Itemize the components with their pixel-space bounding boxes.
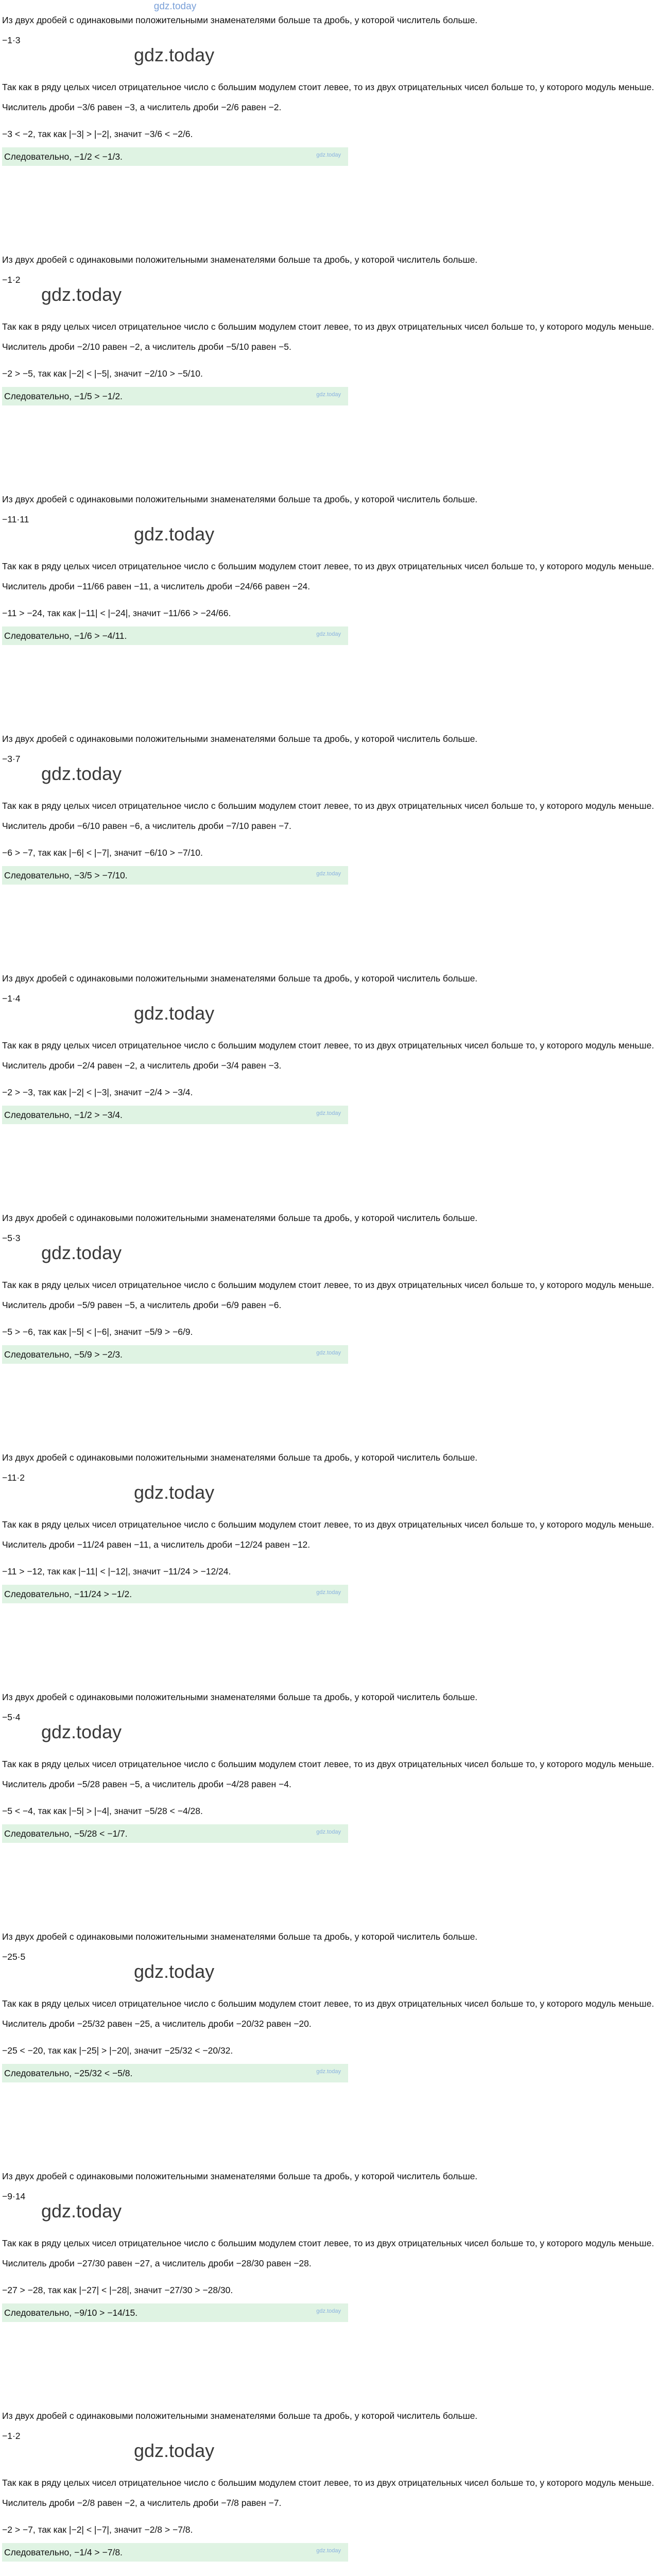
answer-watermark: gdz.today bbox=[316, 2308, 341, 2314]
intro-text: Из двух дробей с одинаковыми положительными знаменателями больше та дробь, у которой числитель больше. bbox=[2, 1931, 478, 1942]
answer-box bbox=[2, 387, 348, 405]
solution-block bbox=[0, 1211, 654, 1451]
rule-text: Так как в ряду целых чисел отрицательное число с большим модулем стоит левее, то из двух отрицательных чисел больше то, у которого модуль меньше. bbox=[2, 1998, 654, 2009]
start-expression: −11·2 bbox=[2, 1472, 25, 1483]
start-expression: −5·3 bbox=[2, 1232, 21, 1243]
solution-block bbox=[0, 13, 654, 253]
intro-text: Из двух дробей с одинаковыми положительными знаменателями больше та дробь, у которой числитель больше. bbox=[2, 494, 478, 504]
intro-text: Из двух дробей с одинаковыми положительными знаменателями больше та дробь, у которой числитель больше. bbox=[2, 255, 478, 265]
watermark: gdz.today bbox=[134, 523, 215, 545]
answer-box bbox=[2, 2064, 348, 2082]
result-text: Следовательно, −5/9 > −2/3. bbox=[4, 1349, 123, 1360]
modulus-comparison: −25 < −20, так как |−25| > |−20|, значит −25/32 < −20/32. bbox=[2, 2045, 233, 2056]
intro-text: Из двух дробей с одинаковыми положительными знаменателями больше та дробь, у которой числитель больше. bbox=[2, 2411, 478, 2421]
rule-text: Так как в ряду целых чисел отрицательное число с большим модулем стоит левее, то из двух отрицательных чисел больше то, у которого модуль меньше. bbox=[2, 2238, 654, 2248]
rule-text: Так как в ряду целых чисел отрицательное число с большим модулем стоит левее, то из двух отрицательных чисел больше то, у которого модуль меньше. bbox=[2, 1040, 654, 1050]
numerator-comparison: Числитель дроби −27/30 равен −27, а числитель дроби −28/30 равен −28. bbox=[2, 2258, 312, 2268]
numerator-comparison: Числитель дроби −2/4 равен −2, а числитель дроби −3/4 равен −3. bbox=[2, 1060, 282, 1071]
start-expression: −1·4 bbox=[2, 993, 21, 1004]
result-text: Следовательно, −5/28 < −1/7. bbox=[4, 1828, 128, 1839]
answer-watermark: gdz.today bbox=[316, 2069, 341, 2075]
rule-text: Так как в ряду целых чисел отрицательное число с большим модулем стоит левее, то из двух отрицательных чисел больше то, у которого модуль меньше. bbox=[2, 82, 654, 92]
answer-watermark: gdz.today bbox=[316, 152, 341, 158]
answer-box bbox=[2, 1106, 348, 1124]
answer-watermark: gdz.today bbox=[316, 1589, 341, 1596]
rule-text: Так как в ряду целых чисел отрицательное число с большим модулем стоит левее, то из двух отрицательных чисел больше то, у которого модуль меньше. bbox=[2, 801, 654, 811]
solution-block bbox=[0, 253, 654, 493]
result-text: Следовательно, −3/5 > −7/10. bbox=[4, 870, 128, 880]
rule-text: Так как в ряду целых чисел отрицательное число с большим модулем стоит левее, то из двух отрицательных чисел больше то, у которого модуль меньше. bbox=[2, 561, 654, 571]
solution-block bbox=[0, 493, 654, 732]
modulus-comparison: −11 > −24, так как |−11| < |−24|, значит −11/66 > −24/66. bbox=[2, 607, 231, 618]
watermark: gdz.today bbox=[41, 1242, 122, 1263]
numerator-comparison: Числитель дроби −6/10 равен −6, а числитель дроби −7/10 равен −7. bbox=[2, 820, 291, 831]
numerator-comparison: Числитель дроби −2/8 равен −2, а числитель дроби −7/8 равен −7. bbox=[2, 2497, 282, 2508]
intro-text: Из двух дробей с одинаковыми положительными знаменателями больше та дробь, у которой числитель больше. bbox=[2, 1452, 478, 1463]
header-watermark: gdz.today bbox=[153, 1, 197, 12]
numerator-comparison: Числитель дроби −25/32 равен −25, а числитель дроби −20/32 равен −20. bbox=[2, 2018, 312, 2029]
start-expression: −1·3 bbox=[2, 35, 21, 45]
result-text: Следовательно, −1/2 < −1/3. bbox=[4, 151, 123, 162]
modulus-comparison: −2 > −7, так как |−2| < |−7|, значит −2/8 > −7/8. bbox=[2, 2524, 193, 2535]
answer-watermark: gdz.today bbox=[316, 1110, 341, 1116]
rule-text: Так как в ряду целых чисел отрицательное число с большим модулем стоит левее, то из двух отрицательных чисел больше то, у которого модуль меньше. bbox=[2, 1519, 654, 1530]
result-text: Следовательно, −1/2 > −3/4. bbox=[4, 1109, 123, 1120]
answer-watermark: gdz.today bbox=[316, 2548, 341, 2554]
modulus-comparison: −5 < −4, так как |−5| > |−4|, значит −5/28 < −4/28. bbox=[2, 1805, 203, 1816]
watermark: gdz.today bbox=[134, 2440, 215, 2461]
numerator-comparison: Числитель дроби −5/9 равен −5, а числитель дроби −6/9 равен −6. bbox=[2, 1299, 282, 1310]
solution-block bbox=[0, 1930, 654, 2170]
numerator-comparison: Числитель дроби −11/24 равен −11, а числитель дроби −12/24 равен −12. bbox=[2, 1539, 311, 1550]
solution-block bbox=[0, 732, 654, 972]
result-text: Следовательно, −1/6 > −4/11. bbox=[4, 630, 127, 641]
answer-watermark: gdz.today bbox=[316, 392, 341, 398]
start-expression: −3·7 bbox=[2, 753, 21, 764]
watermark: gdz.today bbox=[41, 284, 122, 305]
result-text: Следовательно, −9/10 > −14/15. bbox=[4, 2307, 138, 2318]
solution-block bbox=[0, 2409, 654, 2576]
numerator-comparison: Числитель дроби −2/10 равен −2, а числитель дроби −5/10 равен −5. bbox=[2, 341, 291, 352]
rule-text: Так как в ряду целых чисел отрицательное число с большим модулем стоит левее, то из двух отрицательных чисел больше то, у которого модуль меньше. bbox=[2, 321, 654, 332]
modulus-comparison: −6 > −7, так как |−6| < |−7|, значит −6/10 > −7/10. bbox=[2, 847, 203, 858]
answer-box bbox=[2, 1824, 348, 1843]
solution-block bbox=[0, 1690, 654, 1930]
intro-text: Из двух дробей с одинаковыми положительными знаменателями больше та дробь, у которой числитель больше. bbox=[2, 15, 478, 25]
answer-box bbox=[2, 2303, 348, 2322]
numerator-comparison: Числитель дроби −5/28 равен −5, а числитель дроби −4/28 равен −4. bbox=[2, 1778, 291, 1789]
intro-text: Из двух дробей с одинаковыми положительными знаменателями больше та дробь, у которой числитель больше. bbox=[2, 2171, 478, 2181]
answer-watermark: gdz.today bbox=[316, 1350, 341, 1356]
rule-text: Так как в ряду целых чисел отрицательное число с большим модулем стоит левее, то из двух отрицательных чисел больше то, у которого модуль меньше. bbox=[2, 1280, 654, 1290]
modulus-comparison: −27 > −28, так как |−27| < |−28|, значит −27/30 > −28/30. bbox=[2, 2284, 233, 2295]
answer-box bbox=[2, 866, 348, 885]
modulus-comparison: −11 > −12, так как |−11| < |−12|, значит −11/24 > −12/24. bbox=[2, 1566, 231, 1577]
answer-box bbox=[2, 2543, 348, 2562]
watermark: gdz.today bbox=[134, 44, 215, 65]
solution-block bbox=[0, 2170, 654, 2409]
modulus-comparison: −3 < −2, так как |−3| > |−2|, значит −3/6 < −2/6. bbox=[2, 128, 193, 139]
result-text: Следовательно, −1/4 > −7/8. bbox=[4, 2547, 123, 2557]
rule-text: Так как в ряду целых чисел отрицательное число с большим модулем стоит левее, то из двух отрицательных чисел больше то, у которого модуль меньше. bbox=[2, 1759, 654, 1769]
result-text: Следовательно, −11/24 > −1/2. bbox=[4, 1588, 132, 1599]
start-expression: −25·5 bbox=[2, 1951, 26, 1962]
start-expression: −9·14 bbox=[2, 2191, 26, 2201]
answer-watermark: gdz.today bbox=[316, 871, 341, 877]
intro-text: Из двух дробей с одинаковыми положительными знаменателями больше та дробь, у которой числитель больше. bbox=[2, 973, 478, 984]
answer-box bbox=[2, 1585, 348, 1603]
answer-box bbox=[2, 147, 348, 166]
answer-watermark: gdz.today bbox=[316, 631, 341, 637]
intro-text: Из двух дробей с одинаковыми положительными знаменателями больше та дробь, у которой числитель больше. bbox=[2, 734, 478, 744]
watermark: gdz.today bbox=[41, 2200, 122, 2222]
watermark: gdz.today bbox=[134, 1482, 215, 1503]
watermark: gdz.today bbox=[134, 1961, 215, 1982]
answer-box bbox=[2, 1345, 348, 1364]
start-expression: −1·2 bbox=[2, 274, 21, 285]
start-expression: −1·2 bbox=[2, 2430, 21, 2441]
solution-block bbox=[0, 1451, 654, 1690]
modulus-comparison: −2 > −5, так как |−2| < |−5|, значит −2/10 > −5/10. bbox=[2, 368, 203, 379]
modulus-comparison: −5 > −6, так как |−5| < |−6|, значит −5/9 > −6/9. bbox=[2, 1326, 193, 1337]
intro-text: Из двух дробей с одинаковыми положительными знаменателями больше та дробь, у которой числитель больше. bbox=[2, 1692, 478, 1702]
answer-watermark: gdz.today bbox=[316, 1829, 341, 1835]
modulus-comparison: −2 > −3, так как |−2| < |−3|, значит −2/4 > −3/4. bbox=[2, 1087, 193, 1097]
watermark: gdz.today bbox=[41, 1721, 122, 1742]
solution-block bbox=[0, 972, 654, 1211]
intro-text: Из двух дробей с одинаковыми положительными знаменателями больше та дробь, у которой числитель больше. bbox=[2, 1213, 478, 1223]
start-expression: −5·4 bbox=[2, 1711, 21, 1722]
numerator-comparison: Числитель дроби −11/66 равен −11, а числитель дроби −24/66 равен −24. bbox=[2, 581, 311, 591]
result-text: Следовательно, −25/32 < −5/8. bbox=[4, 2067, 133, 2078]
solution-list bbox=[0, 13, 654, 2576]
answer-box bbox=[2, 626, 348, 645]
start-expression: −11·11 bbox=[2, 514, 29, 524]
watermark: gdz.today bbox=[41, 763, 122, 784]
result-text: Следовательно, −1/5 > −1/2. bbox=[4, 391, 123, 401]
numerator-comparison: Числитель дроби −3/6 равен −3, а числитель дроби −2/6 равен −2. bbox=[2, 101, 282, 112]
watermark: gdz.today bbox=[134, 1003, 215, 1024]
rule-text: Так как в ряду целых чисел отрицательное число с большим модулем стоит левее, то из двух отрицательных чисел больше то, у которого модуль меньше. bbox=[2, 2478, 654, 2488]
